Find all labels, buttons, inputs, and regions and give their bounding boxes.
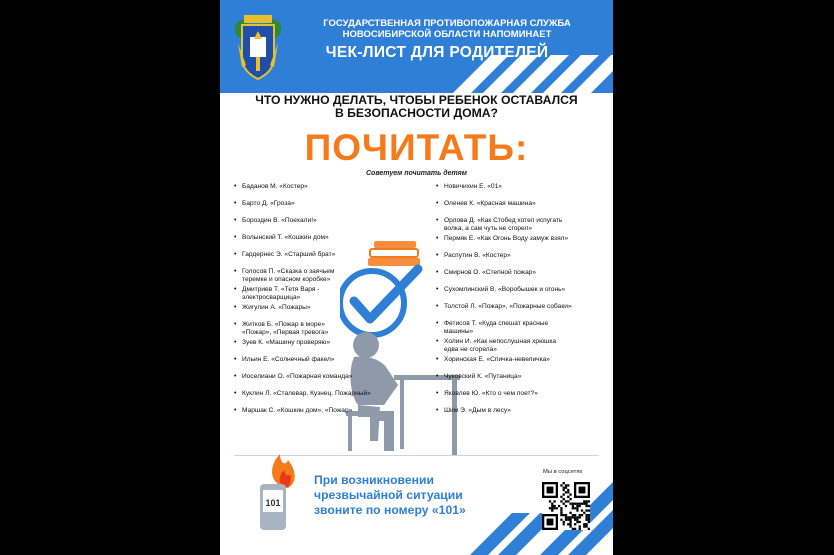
- book-list-item: [234, 407, 424, 415]
- qr-code-icon[interactable]: [542, 482, 590, 530]
- phone-with-fire-icon: [258, 440, 306, 550]
- book-list-item: [234, 268, 424, 284]
- book-list-item: [436, 252, 606, 260]
- book-title-line: • Зуев К. «Машину проверяю»: [242, 339, 331, 346]
- book-list-item: [436, 217, 606, 233]
- book-title-line: машины»: [444, 328, 474, 335]
- book-list-item: [436, 183, 606, 191]
- book-list-item: [234, 286, 424, 302]
- book-title-line: электросварщица»: [242, 294, 301, 301]
- emergency-line-1: При возникновении: [314, 473, 434, 487]
- book-title-line: • Барто Д. «Гроза»: [242, 200, 295, 207]
- social-media-label: Мы в соцсетях: [543, 469, 583, 475]
- book-list-item: [234, 304, 424, 312]
- emergency-line-2: чрезвычайной ситуации: [314, 488, 463, 502]
- book-title-line: • Хоринская Е. «Спичка-невеличка»: [444, 356, 550, 363]
- book-title-line: • Бороздин В. «Поехали!»: [242, 217, 317, 224]
- safety-question: [230, 94, 603, 120]
- book-list-item: [234, 217, 424, 225]
- book-list-item: [436, 390, 606, 398]
- book-list-item: [436, 303, 606, 311]
- book-list-item: [234, 390, 424, 398]
- book-title-line: • Пермяк Е. «Как Огонь Воду замуж взял»: [444, 235, 569, 242]
- org-line-1: ГОСУДАРСТВЕННАЯ ПРОТИВОПОЖАРНАЯ СЛУЖБА: [323, 18, 571, 29]
- book-list-item: [436, 200, 606, 208]
- coat-of-arms-icon: [232, 13, 284, 83]
- book-title-line: • Иоселиани О. «Пожарная команда»: [242, 373, 353, 380]
- action-heading: ПОЧИТАТЬ:: [304, 127, 529, 168]
- book-title-line: • Орлова Д. «Как Стобед хотел испугать: [444, 217, 563, 224]
- book-title-line: «Пожар», «Первая тревога»: [242, 329, 329, 336]
- book-list-item: [234, 373, 424, 381]
- recommend-label: Советуем почитать детям: [366, 170, 467, 177]
- book-title-line: • Смирнов О. «Степной пожар»: [444, 269, 537, 276]
- poster: [220, 0, 613, 555]
- question-line-1: ЧТО НУЖНО ДЕЛАТЬ, ЧТОБЫ РЕБЕНОК ОСТАВАЛСЯ: [255, 93, 578, 107]
- book-list-item: [436, 373, 606, 381]
- emergency-line-3: звоните по номеру «101»: [314, 503, 466, 517]
- book-list-item: [436, 286, 606, 294]
- book-title-line: • Волынский Т. «Кошкин дом»: [242, 234, 329, 241]
- book-list-item: [234, 356, 424, 364]
- org-line-2: НОВОСИБИРСКОЙ ОБЛАСТИ НАПОМИНАЕТ: [342, 29, 552, 40]
- book-title-line: • Гардернес Э. «Старший брат»: [242, 251, 336, 258]
- book-title-line: • Оленев К. «Красная машина»: [444, 200, 536, 207]
- book-title-line: • Голосов П. «Сказка о заячьем: [242, 268, 335, 275]
- book-title-line: волка, а сам чуть не сгорел»: [444, 225, 533, 232]
- book-title-line: • Яковлев Ю. «Кто о чем поет?»: [444, 390, 538, 397]
- book-title-line: • Житков Б. «Пожар в море»: [242, 321, 325, 328]
- book-title-line: • Шим Э. «Дым в лесу»: [444, 407, 511, 414]
- checklist-title: ЧЕК-ЛИСТ ДЛЯ РОДИТЕЛЕЙ: [325, 44, 549, 61]
- book-title-line: • Куклин Л. «Сталевар. Кузнец. Пожарный»: [242, 390, 371, 397]
- book-list-left: [234, 183, 424, 424]
- book-list-item: [234, 251, 424, 259]
- book-list-item: [234, 200, 424, 208]
- book-title-line: • Фетисов Т. «Куда спешат красные: [444, 320, 549, 327]
- question-line-2: В БЕЗОПАСНОСТИ ДОМА?: [334, 106, 499, 120]
- book-list-item: [234, 183, 424, 191]
- book-list-right: [436, 183, 606, 424]
- organization-name: [292, 18, 602, 40]
- book-title-line: • Дмитриев Т. «Тетя Варя -: [242, 286, 320, 293]
- book-list-item: [436, 235, 606, 243]
- book-title-line: • Новичихин Е. «01»: [444, 183, 502, 190]
- book-list-item: [234, 234, 424, 242]
- book-title-line: • Жигулин А. «Пожары»: [242, 304, 311, 311]
- book-title-line: • Чуковский К. «Путаница»: [444, 373, 522, 380]
- book-title-line: теремке и опасном коробке»: [242, 276, 331, 283]
- book-list-item: [234, 339, 424, 347]
- book-list-item: [436, 269, 606, 277]
- book-list-item: [234, 321, 424, 337]
- book-title-line: • Сухомлинский В. «Воробышек и огонь»: [444, 286, 566, 293]
- book-title-line: • Толстой Л. «Пожар», «Пожарные собаки»: [444, 303, 572, 310]
- book-title-line: • Распутин В. «Костер»: [444, 252, 511, 259]
- book-title-line: • Баданов М. «Костер»: [242, 183, 308, 190]
- phone-number-label: 101: [265, 498, 281, 508]
- book-list-item: [436, 407, 606, 415]
- book-title-line: едва не сгорела»: [444, 346, 497, 353]
- book-list-item: [436, 338, 606, 354]
- book-title-line: • Холин И. «Как непослушная хрюшка: [444, 338, 557, 345]
- poster-header: [220, 0, 613, 93]
- book-list-item: [436, 356, 606, 364]
- book-list-item: [436, 320, 606, 336]
- book-title-line: • Маршак С. «Кошкин дом», «Пожар»: [242, 407, 353, 414]
- book-title-line: • Ильин Е. «Солнечный факел»: [242, 356, 335, 363]
